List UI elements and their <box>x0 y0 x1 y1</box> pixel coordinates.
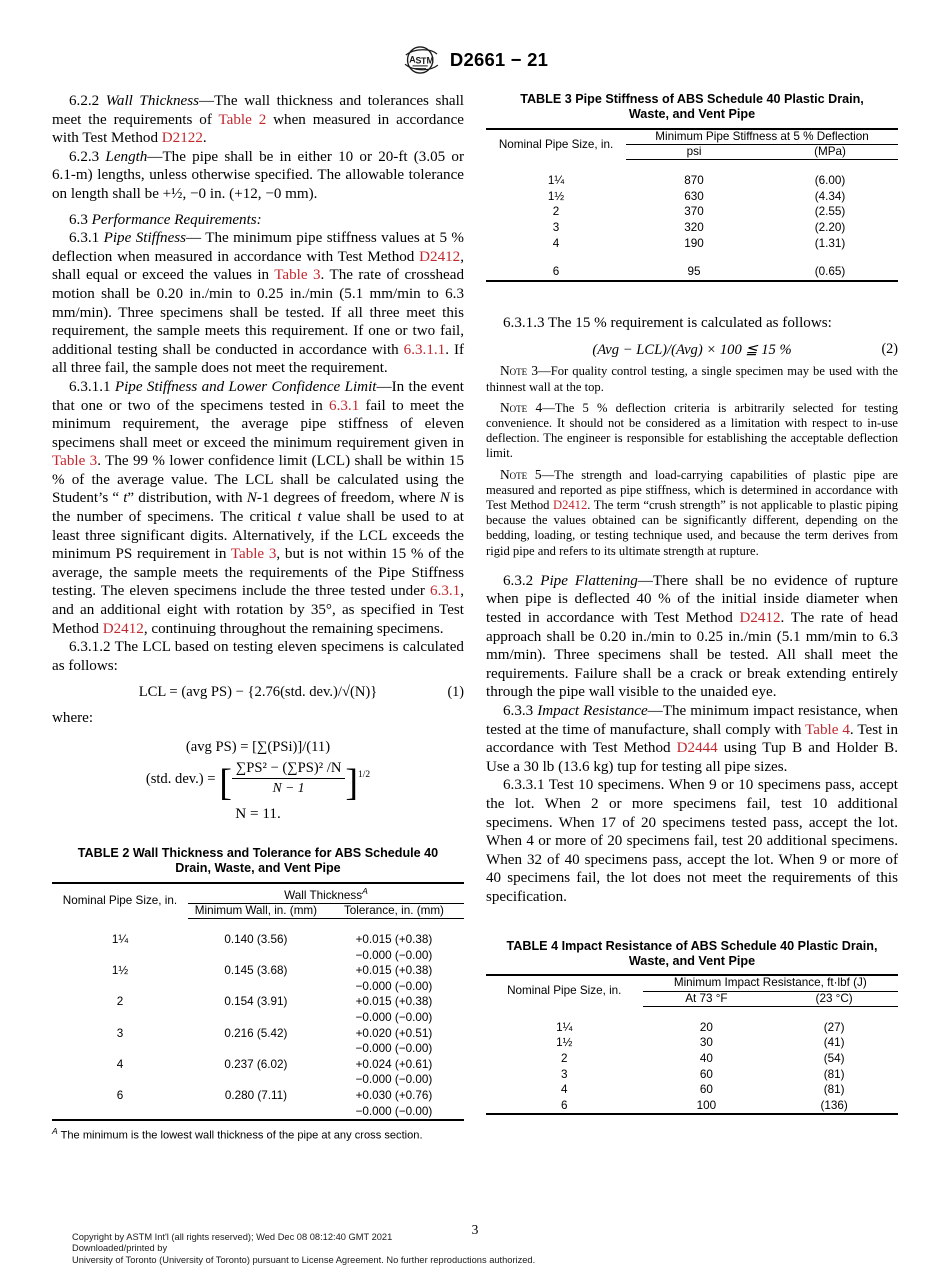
table-3-size: 3 <box>552 221 560 234</box>
equation-1-expression: (avg PS) − {2.76(std. dev.)/√(N)} <box>181 684 378 701</box>
paragraph-text: ” distribution, with <box>127 490 247 507</box>
table-2-grid <box>52 882 464 1121</box>
svg-text:S: S <box>415 55 422 66</box>
italic-t: t <box>297 509 302 526</box>
table-row-minus <box>52 1041 464 1057</box>
link-d2412[interactable]: D2412 <box>102 620 144 637</box>
table-2-tolerance-minus: −0.000 (−0.00) <box>355 979 433 993</box>
section-number: 6.3.1.2 <box>69 639 111 656</box>
left-column <box>52 92 464 1143</box>
std-dev-fraction <box>232 760 346 796</box>
table-3-size: 4 <box>552 236 560 250</box>
table-4-size: 2 <box>561 1051 568 1065</box>
paragraph-text: , but is not within 15 % of the average, the sample meets the requirements of the Pipe Stiffness testing. The eleven specimens include the three tested under <box>52 546 464 600</box>
table-4-ftlbf: 100 <box>643 1098 771 1115</box>
table-3-mpa: (2.20) <box>814 221 846 234</box>
paragraph-text: . <box>202 130 207 147</box>
paragraph-text: -1 degrees of freedom, where <box>256 490 440 507</box>
equation-std-dev-lhs: (std. dev.) = <box>145 771 220 787</box>
table-4-header-size: Nominal Pipe Size, in. <box>486 975 643 1006</box>
table-3-header-mpa: (MPa) <box>762 145 898 160</box>
paragraph-text: is the number of specimens. The critical <box>52 490 464 526</box>
table-4-joules: (136) <box>770 1098 898 1115</box>
table-3-psi: 630 <box>684 189 704 203</box>
link-6-3-1[interactable]: 6.3.1 <box>329 397 360 414</box>
table-row <box>486 236 898 252</box>
table-2-tolerance-plus: +0.015 (+0.38) <box>355 964 433 978</box>
where-label: where: <box>52 710 94 727</box>
n-value-text: N = 11. <box>235 805 281 822</box>
table-2-header-size: Nominal Pipe Size, in. <box>52 883 188 919</box>
table-4 <box>486 939 898 1116</box>
table-3-size: 2 <box>552 205 560 219</box>
table-row <box>486 220 898 236</box>
paragraph-text: when measured in accordance with Test Method <box>52 111 464 147</box>
svg-text:T: T <box>420 55 427 66</box>
table-2-size: 4 <box>116 1057 124 1071</box>
equation-1 <box>52 684 464 701</box>
section-title: Length <box>105 148 148 165</box>
copyright-line: Copyright by ASTM Int'l (all rights reserved); Wed Dec 08 08:12:40 GMT 2021 <box>72 1232 393 1242</box>
table-2-tolerance-plus: +0.030 (+0.76) <box>355 1089 433 1103</box>
link-6-3-1[interactable]: 6.3.1 <box>430 583 461 600</box>
table-3-header-psi: psi <box>626 145 762 160</box>
table-2-size: 1½ <box>111 964 129 978</box>
table-2-size: 2 <box>116 995 124 1009</box>
section-number: 6.3.3.1 <box>503 777 545 794</box>
note-5-text: —The strength and load-carrying capabilities of plastic pipe are measured and reported as pipe stiffness, which is determined in accordance with Test Method <box>486 467 899 512</box>
table-2-min-wall: 0.145 (3.68) <box>224 964 288 978</box>
table-2-min-wall: 0.140 (3.56) <box>224 933 288 947</box>
table-2-spacer <box>52 919 464 933</box>
table-row <box>52 1088 464 1104</box>
table-row <box>486 264 898 281</box>
table-3-psi: 370 <box>684 205 704 219</box>
paragraph-text: — The minimum pipe stiffness values at 5 % deflection when measured in accordance with Test Method <box>52 230 465 265</box>
table-3-mpa: (2.55) <box>814 205 846 219</box>
table-3-spacer <box>486 160 898 174</box>
section-title: Wall Thickness <box>105 93 199 109</box>
paragraph-text: , continuing throughout the remaining specimens. <box>143 620 444 637</box>
paragraph-text: . The rate of head approach shall be 0.20 in./min to 0.25 in./min (5.1 mm/min to 6.3 mm/min). Three specimens shall be tested. All shall meet the requirements. Failure shall be a crack or break extending entirely through the pipe wall visible to the unaided eye. <box>486 610 898 701</box>
table-2-footnote-text: The minimum is the lowest wall thickness of the pipe at any cross section. <box>57 1129 423 1142</box>
page-header <box>0 44 950 76</box>
paragraph-text: value shall be used to at least three significant digits. Alternatively, if the LCL exceeds the minimum PS requirement in <box>52 509 464 563</box>
svg-text:M: M <box>426 55 434 66</box>
table-2-tolerance-minus: −0.000 (−0.00) <box>355 948 433 962</box>
paragraph-text: The LCL based on testing eleven specimens is calculated as follows: <box>52 639 464 674</box>
paragraph-text: . Test in accordance with Test Method <box>486 721 898 757</box>
link-d2122[interactable]: D2122 <box>161 130 203 147</box>
bracket-right: ] <box>345 762 359 804</box>
section-title: Impact Resistance <box>537 702 648 719</box>
svg-text:A: A <box>409 54 416 65</box>
note-5 <box>486 467 898 559</box>
link-table-3[interactable]: Table 3 <box>274 267 321 284</box>
paragraph-text: —The wall thickness and tolerances shall meet the requirements of <box>52 93 464 128</box>
table-row <box>52 1057 464 1073</box>
paragraph-text: —In the event that one or two of the specimens tested in <box>52 378 464 414</box>
table-3-mpa: (6.00) <box>814 174 846 188</box>
page-number: 3 <box>471 1222 479 1237</box>
table-4-size: 6 <box>486 1098 643 1115</box>
italic-n: N <box>439 490 450 507</box>
table-2-footnote <box>52 1121 464 1143</box>
section-number: 6.3.1.3 <box>503 314 545 331</box>
paragraph-6-3-1 <box>52 229 464 378</box>
table-4-ftlbf: 20 <box>699 1020 713 1034</box>
table-4-spacer <box>486 1006 898 1020</box>
paragraph-text: Test 10 specimens. When 9 or 10 specimens pass, accept the lot. When 2 or more specimens fail, test 10 additional specimens. When 17 of 20 specimens tested pass, accept the lot. When 4 or more of 20 specimens fail, test 20 additional specimens. When 32 of 40 specimens pass, accept the lot. When 9 or more of 40 specimens fail, the lot does not meet the requirements of this specification. <box>486 777 898 905</box>
table-2 <box>52 846 464 1143</box>
equation-2-number: (2) <box>881 341 898 358</box>
table-4-size: 1¼ <box>556 1020 573 1034</box>
table-2-tolerance-minus: −0.000 (−0.00) <box>324 1104 464 1121</box>
equation-1-body <box>139 684 377 701</box>
table-row <box>52 932 464 948</box>
document-designation: D2661 − 21 <box>449 49 549 70</box>
section-title: Pipe Stiffness <box>103 230 187 247</box>
astm-logo-icon <box>402 44 440 76</box>
note-4-label: Note 4 <box>500 399 543 415</box>
table-3-size: 1½ <box>547 189 565 203</box>
table-4-header-group: Minimum Impact Resistance, ft·lbf (J) <box>643 975 898 991</box>
paragraph-6-3-1-1 <box>52 378 464 638</box>
link-d2412[interactable]: D2412 <box>552 498 588 512</box>
note-3 <box>486 363 898 394</box>
downloaded-by-line: Downloaded/printed by <box>72 1243 168 1254</box>
table-4-header-fahrenheit: At 73 °F <box>643 991 771 1006</box>
std-dev-denominator: N − 1 <box>272 780 305 795</box>
paragraph-text: —There shall be no evidence of rupture when pipe is deflected 40 % of the initial inside diameter when tested in accordance with Test Method <box>486 572 898 626</box>
table-3-header-row-group <box>486 129 898 145</box>
italic-n: N <box>246 490 257 507</box>
link-table-4[interactable]: Table 4 <box>805 721 850 738</box>
table-2-tolerance-minus: −0.000 (−0.00) <box>355 1011 433 1025</box>
table-2-tolerance-plus: +0.015 (+0.38) <box>355 933 433 947</box>
section-number: 6.3.3 <box>503 702 534 719</box>
paragraph-6-3 <box>52 211 464 230</box>
copyright-footer <box>72 1232 535 1266</box>
table-row <box>486 173 898 189</box>
table-2-size: 6 <box>116 1089 124 1103</box>
equation-1-lhs: LCL = <box>138 684 182 701</box>
section-number: 6.3.2 <box>503 572 534 589</box>
paragraph-text: fail to meet the minimum requirement, the average pipe stiffness of eleven specimens shall meet or exceed the minimum requirement given in <box>52 397 464 451</box>
paragraph-text: using Tup B and Holder B. Use a 30 lb (13.6 kg) tup for testing all pipe sizes. <box>486 740 899 775</box>
table-3-psi: 320 <box>684 221 704 234</box>
equation-1-number: (1) <box>447 684 464 701</box>
section-number: 6.2.3 <box>69 148 100 165</box>
equation-avg-ps-body: (avg PS) = [∑(PSi)]/(11) <box>185 739 331 755</box>
section-title: Pipe Flattening <box>540 572 638 589</box>
table-3-mpa: (4.34) <box>814 189 846 203</box>
paragraph-6-2-2 <box>52 92 464 148</box>
table-4-joules: (41) <box>823 1036 845 1050</box>
table-row <box>486 1082 898 1098</box>
table-2-size: 1¼ <box>111 933 129 947</box>
equation-std-dev <box>52 760 464 805</box>
table-2-min-wall: 0.237 (6.02) <box>224 1057 288 1071</box>
section-number: 6.3.1 <box>69 230 100 247</box>
table-2-header-row-group <box>52 883 464 904</box>
link-table-3[interactable]: Table 3 <box>52 453 98 470</box>
table-2-header-min-wall: Minimum Wall, in. (mm) <box>188 903 324 918</box>
table-2-footnote-mark: A <box>52 1126 58 1137</box>
table-row <box>486 1035 898 1051</box>
table-4-ftlbf: 40 <box>699 1051 713 1065</box>
table-row <box>486 1098 898 1115</box>
table-4-grid <box>486 974 898 1115</box>
table-2-min-wall: 0.154 (3.91) <box>224 995 288 1009</box>
section-title: Performance Requirements: <box>91 211 262 228</box>
italic-t: t <box>123 490 128 507</box>
table-2-min-wall: 0.280 (7.11) <box>224 1089 288 1103</box>
table-3-mpa: (0.65) <box>762 264 898 281</box>
table-2-min-wall: 0.216 (5.42) <box>224 1026 288 1040</box>
table-row-minus <box>52 948 464 964</box>
table-row <box>486 204 898 220</box>
table-4-joules: (81) <box>823 1083 845 1097</box>
equation-2 <box>486 341 898 359</box>
table-2-header-tolerance: Tolerance, in. (mm) <box>324 903 464 918</box>
table-row <box>486 1067 898 1083</box>
link-table-3[interactable]: Table 3 <box>230 546 277 563</box>
table-2-header-group <box>188 883 464 904</box>
table-3-header-group: Minimum Pipe Stiffness at 5 % Deflection <box>626 129 898 145</box>
section-title: Pipe Stiffness and Lower Confidence Limit <box>114 378 377 395</box>
table-row <box>486 1051 898 1067</box>
table-3 <box>486 92 898 282</box>
paragraph-6-3-1-2 <box>52 638 464 675</box>
table-4-size: 4 <box>561 1083 568 1097</box>
table-3-psi: 95 <box>626 264 762 281</box>
std-dev-numerator: ∑PS² − (∑PS)² /N <box>232 760 346 779</box>
paragraph-text: —The pipe shall be in either 10 or 20-ft (3.05 or 6.1-m) lengths, unless otherwise specified. The allowable tolerance on length shall be +½, −0 in. (+12, −0 mm). <box>52 148 465 202</box>
paragraph-text: . The 99 % lower confidence limit (LCL) shall be within 15 % of the average value. The LCL shall be calculated using the Student’s “ <box>52 453 465 507</box>
table-3-grid <box>486 128 898 282</box>
note-5-text: . The term “crush strength” is not applicable to plastic piping because the values obtained can be significantly different, depending on the bedding, loading, or testing technique used, and because the term derives from rigid pipe and refers to its ultimate strength at rupture. <box>486 498 898 558</box>
table-2-tolerance-minus: −0.000 (−0.00) <box>355 1073 433 1087</box>
table-row-minus <box>52 1010 464 1026</box>
table-4-ftlbf: 60 <box>699 1083 713 1097</box>
section-number: 6.3 <box>69 211 88 228</box>
table-4-title: TABLE 4 Impact Resistance of ABS Schedule 40 Plastic Drain, Waste, and Vent Pipe <box>506 938 878 968</box>
equation-2-body: (Avg − LCL)/(Avg) × 100 ≦ 15 % <box>592 342 792 359</box>
license-line: University of Toronto (University of Toronto) pursuant to License Agreement. No further reproductions authorized. <box>72 1254 536 1265</box>
link-d2412[interactable]: D2412 <box>419 248 461 265</box>
paragraph-text: . If all three fail, the sample does not meet the requirement. <box>52 341 464 377</box>
equation-n-value <box>52 805 464 823</box>
equation-avg-ps <box>52 739 464 756</box>
note-5-label: Note 5 <box>500 466 542 482</box>
link-d2412[interactable]: D2412 <box>739 610 781 626</box>
table-2-size: 3 <box>116 1026 124 1040</box>
table-row <box>52 963 464 979</box>
note-4-text: —The 5 % deflection criteria is arbitrarily selected for testing convenience. It should not be considered as a limitation with respect to in-use deflection. The engineer is responsible for establishing the acceptable deflection limit. <box>486 400 898 461</box>
table-row-minus <box>52 1072 464 1088</box>
link-table-2[interactable]: Table 2 <box>218 111 267 128</box>
table-2-tolerance-plus: +0.024 (+0.61) <box>355 1057 433 1071</box>
table-3-size: 1¼ <box>547 174 565 188</box>
right-column <box>486 92 898 1115</box>
paragraph-6-3-1-3 <box>486 314 898 333</box>
equation-std-dev-body <box>146 760 370 805</box>
table-3-header-size: Nominal Pipe Size, in. <box>486 129 626 160</box>
table-row <box>486 189 898 205</box>
paragraph-6-3-2 <box>486 572 898 702</box>
table-4-header-celsius: (23 °C) <box>770 991 898 1006</box>
table-2-tolerance-plus: +0.015 (+0.38) <box>355 995 433 1009</box>
section-number: 6.2.2 <box>69 93 100 109</box>
table-4-joules: (81) <box>823 1067 845 1081</box>
table-row <box>52 994 464 1010</box>
section-number: 6.3.1.1 <box>69 378 111 395</box>
note-4 <box>486 400 898 462</box>
table-4-header-row-group <box>486 975 898 991</box>
table-2-title: TABLE 2 Wall Thickness and Tolerance for ABS Schedule 40 Drain, Waste, and Vent Pipe <box>77 846 439 876</box>
table-4-ftlbf: 60 <box>699 1067 713 1081</box>
table-3-inner-spacer <box>486 251 898 264</box>
paragraph-text: The 15 % requirement is calculated as follows: <box>548 314 832 331</box>
note-3-label: Note 3 <box>500 363 539 379</box>
paragraph-text: , shall equal or exceed the values in <box>52 248 464 284</box>
std-dev-exponent: 1/2 <box>358 770 371 781</box>
table-3-psi: 190 <box>684 236 704 250</box>
paragraph-6-3-3 <box>486 702 898 776</box>
table-3-mpa: (1.31) <box>814 236 846 250</box>
table-3-psi: 870 <box>684 174 704 188</box>
note-3-text: —For quality control testing, a single specimen may be used with the thinnest wall at the top. <box>486 364 898 394</box>
table-2-tolerance-minus: −0.000 (−0.00) <box>355 1042 433 1056</box>
table-row <box>486 1020 898 1036</box>
table-3-size: 6 <box>486 264 626 281</box>
link-6-3-1-1[interactable]: 6.3.1.1 <box>403 341 446 358</box>
table-2-group-footnote-mark: A <box>362 885 368 896</box>
table-4-ftlbf: 30 <box>699 1036 713 1050</box>
paragraph-text: , and an additional eight with rotation by 35°, as specified in Test Method <box>52 583 464 637</box>
table-row-minus <box>52 1104 464 1121</box>
link-d2444[interactable]: D2444 <box>676 740 718 757</box>
table-row-minus <box>52 979 464 995</box>
table-4-joules: (27) <box>823 1020 845 1034</box>
table-2-group-label: Wall Thickness <box>284 888 363 902</box>
paragraph-text: —The minimum impact resistance, when tested at the time of manufacture, shall comply with <box>486 702 898 738</box>
paragraph-6-2-3 <box>52 148 464 204</box>
table-4-size: 3 <box>561 1067 568 1081</box>
bracket-left: [ <box>219 762 232 804</box>
paragraph-text: . The rate of crosshead motion shall be 0.20 in./min to 0.25 in./min (5.1 mm/min to 6.3 mm/min). Three specimens shall be tested. If all three meet this requirement, the sample meets this requirement. If one or two fail, additional testing shall be conducted in accordance with <box>52 267 464 358</box>
table-2-tolerance-plus: +0.020 (+0.51) <box>355 1026 433 1040</box>
table-3-title: TABLE 3 Pipe Stiffness of ABS Schedule 40 Plastic Drain, Waste, and Vent Pipe <box>520 92 864 122</box>
table-4-joules: (54) <box>823 1051 845 1065</box>
paragraph-6-3-3-1 <box>486 776 898 906</box>
table-4-size: 1½ <box>556 1036 573 1050</box>
table-row <box>52 1026 464 1042</box>
